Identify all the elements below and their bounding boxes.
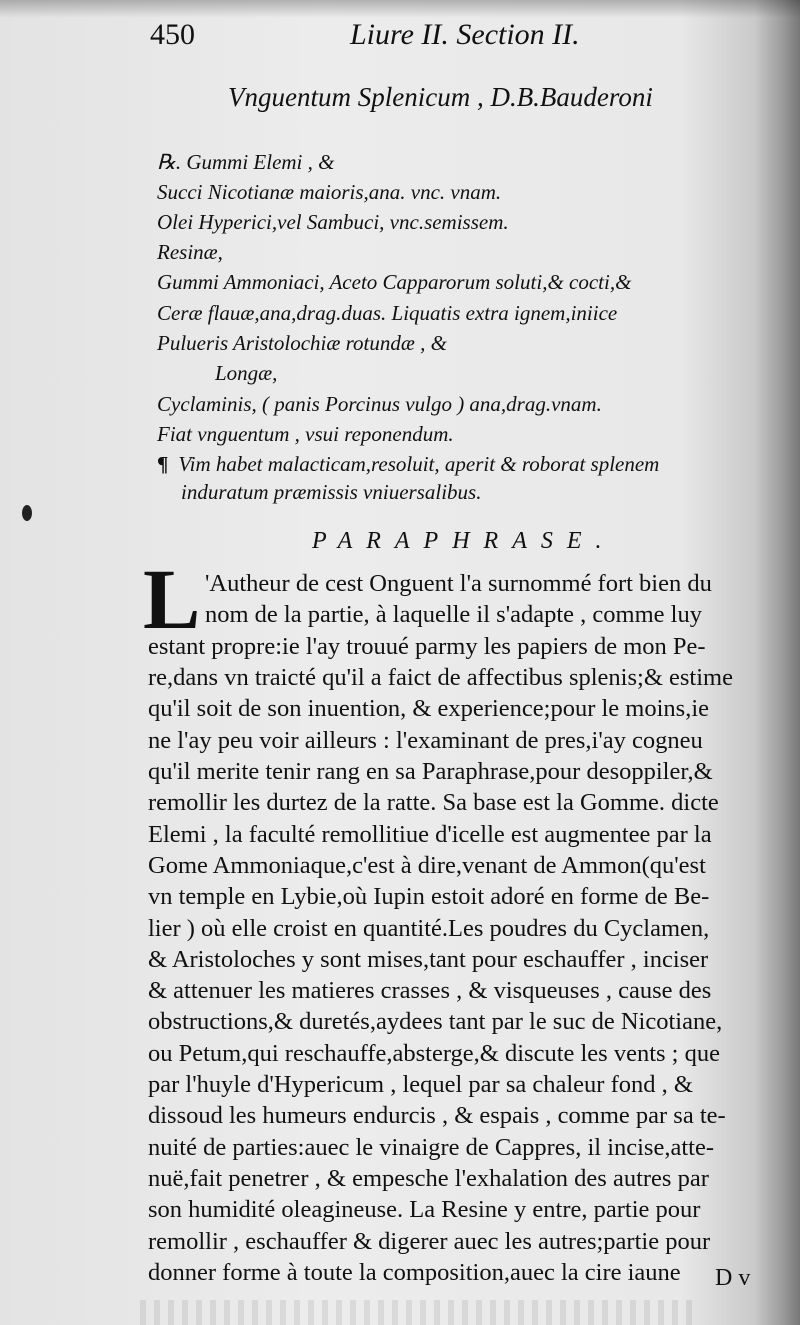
recipe-line: Fiat vnguentum , vsui reponendum. [157, 422, 454, 446]
recipe-line: Cyclaminis, ( panis Porcinus vulgo ) ana,drag.vnam. [157, 392, 602, 416]
body-line: dissoud les humeurs endurcis , & espais , comme par sa te- [148, 1102, 726, 1129]
recipe-line: Succi Nicotianæ maioris,ana. vnc. vnam. [157, 180, 502, 204]
recipe-line: Ceræ flauæ,ana,drag.duas. Liquatis extra ignem,iniice [157, 301, 618, 325]
body-line: nom de la partie, à laquelle il s'adapte , comme luy [205, 601, 702, 628]
running-title: Liure II. Section II. [350, 18, 580, 51]
body-line: par l'huyle d'Hypericum , lequel par sa chaleur fond , & [148, 1071, 693, 1098]
body-line: obstructions,& duretés,aydees tant par le suc de Nicotiane, [148, 1008, 723, 1035]
recipe-line: Longæ, [215, 361, 278, 385]
drop-cap: L [143, 551, 201, 647]
recipe-line: ℞. Gummi Elemi , & [157, 150, 335, 174]
ink-speck [22, 505, 32, 521]
pilcrow-mark: ¶ [157, 452, 169, 476]
body-line: remollir les durtez de la ratte. Sa base est la Gomme. dicte [148, 789, 719, 816]
body-line: son humidité oleagineuse. La Resine y entre, partie pour [148, 1196, 701, 1223]
page-header [150, 14, 770, 54]
body-line: re,dans vn traicté qu'il a faict de affectibus splenis;& estime [148, 664, 733, 691]
recipe-note [157, 452, 660, 504]
body-line: remollir , eschauffer & digerer auec les autres;partie pour [148, 1228, 711, 1255]
section-heading: PARAPHRASE. [312, 528, 616, 554]
body-line: 'Autheur de cest Onguent l'a surnommé fort bien du [205, 570, 712, 597]
body-line: estant propre:ie l'ay trouué parmy les papiers de mon Pe- [148, 633, 706, 660]
catchword: D v [715, 1265, 751, 1291]
recipe-title: Vnguentum Splenicum , D.B.Bauderoni [228, 82, 653, 112]
recipe-line: Gummi Ammoniaci, Aceto Capparorum soluti,& cocti,& [157, 270, 632, 294]
recipe-line: Olei Hyperici,vel Sambuci, vnc.semissem. [157, 210, 509, 234]
body-line: qu'il soit de son inuention, & experience;pour le moins,ie [148, 695, 709, 722]
recipe-note-line: induratum præmissis vniuersalibus. [181, 480, 482, 504]
body-line: nuité de parties:auec le vinaigre de Cappres, il incise,atte- [148, 1134, 714, 1161]
body-line: lier ) où elle croist en quantité.Les poudres du Cyclamen, [148, 915, 710, 942]
body-line: ou Petum,qui reschauffe,absterge,& discute les vents ; que [148, 1040, 720, 1067]
binding-shadow [755, 0, 800, 1325]
body-line: & Aristoloches y sont mises,tant pour eschauffer , inciser [148, 946, 709, 973]
body-line: Elemi , la faculté remollitiue d'icelle est augmentee par la [148, 821, 712, 848]
recipe-line: Resinæ, [157, 240, 223, 264]
recipe-line: Pulueris Aristolochiæ rotundæ , & [157, 331, 447, 355]
body-line: & attenuer les matieres crasses , & visqueuses , cause des [148, 977, 712, 1004]
body-line: Gome Ammoniaque,c'est à dire,venant de Ammon(qu'est [148, 852, 706, 879]
body-line: ne l'ay peu voir ailleurs : l'examinant de pres,i'ay cogneu [148, 727, 703, 754]
bleed-through-texture [140, 1300, 700, 1325]
recipe-note-line: Vim habet malacticam,resoluit, aperit & roborat splenem [178, 452, 660, 476]
body-line: nuë,fait penetrer , & empesche l'exhalation des autres par [148, 1165, 709, 1192]
page-number: 450 [150, 18, 195, 51]
body-line: qu'il merite tenir rang en sa Paraphrase,pour desoppiler,& [148, 758, 713, 785]
body-line: vn temple en Lybie,où Iupin estoit adoré en forme de Be- [148, 883, 710, 910]
body-line: donner forme à toute la composition,auec la cire iaune [148, 1259, 681, 1286]
